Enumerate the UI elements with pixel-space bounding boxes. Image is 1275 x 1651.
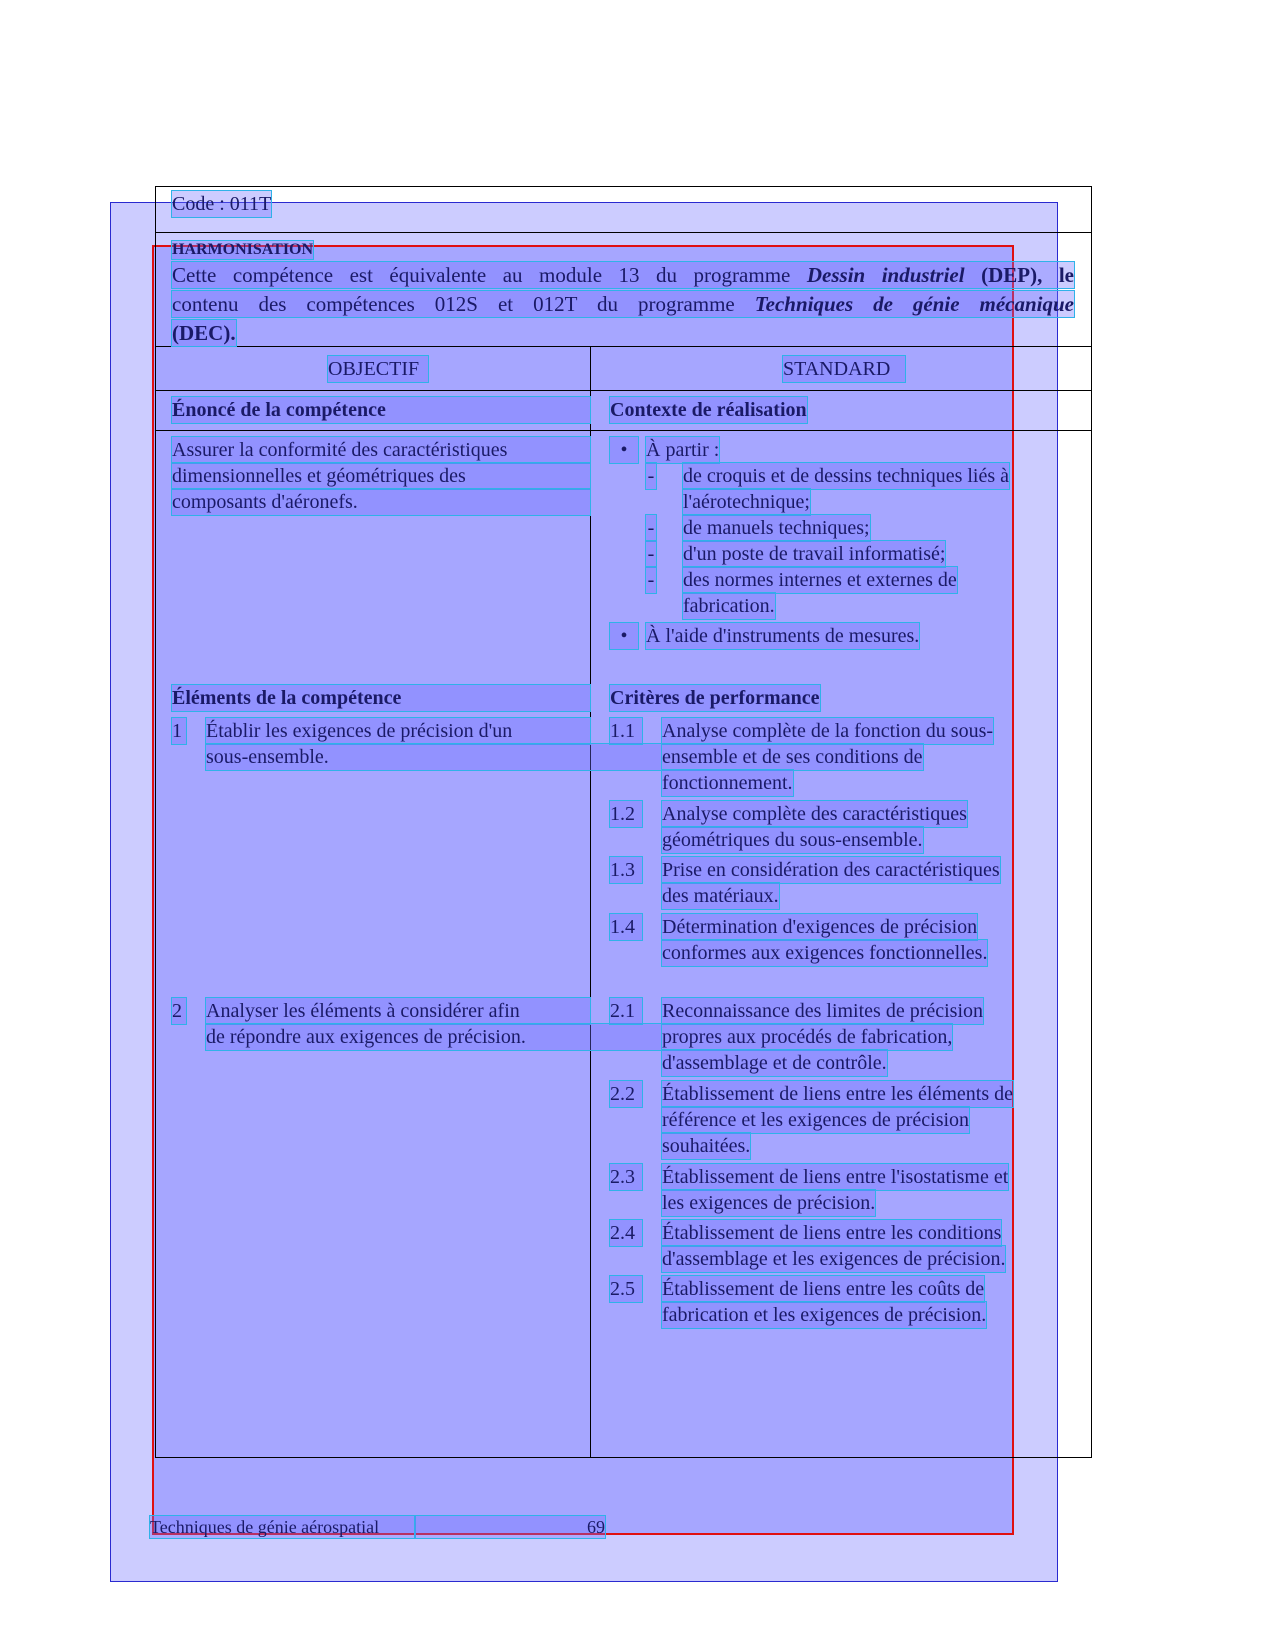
criteres-title: Critères de performance [610,687,820,709]
critere-line: Établissement de liens entre les conditions [662,1222,1002,1244]
critere-line: référence et les exigences de précision [662,1109,970,1131]
critere-number: 2.5 [610,1276,642,1302]
critere-line: conformes aux exigences fonctionnelles. [662,942,988,964]
harmonisation-title: HARMONISATION [172,241,314,258]
element-number: 2 [172,998,186,1024]
critere-line: souhaitées. [662,1135,751,1157]
critere-number: 2.2 [610,1081,642,1107]
contexte-bullet-2: À l'aide d'instruments de mesures. [646,625,920,647]
enonce-title: Énoncé de la compétence [172,397,590,423]
bullet-icon: • [610,623,638,649]
bullet-icon: • [610,437,638,463]
critere-line: des matériaux. [662,885,779,907]
critere-line: Établissement de liens entre les éléments de [662,1083,1013,1105]
harmonisation-line-1: Cette compétence est équivalente au module 13 du programme Dessin industriel (DEP), le [172,263,1074,287]
critere-number: 1.1 [610,718,642,744]
harmonisation-line-3: (DEC). [172,321,236,345]
enonce-line: composants d'aéronefs. [172,489,590,515]
critere-line: géométriques du sous-ensemble. [662,829,923,851]
element-line: de répondre aux exigences de précision. [206,1024,661,1050]
critere-line: d'assemblage et les exigences de précision. [662,1248,1006,1270]
critere-line: propres aux procédés de fabrication, [662,1026,953,1048]
column-divider [590,346,591,1458]
contexte-sub-item: de croquis et de dessins techniques liés à [683,465,1010,487]
critere-line: d'assemblage et de contrôle. [662,1052,887,1074]
contexte-title: Contexte de réalisation [610,399,807,421]
critere-line: Analyse complète des caractéristiques [662,803,967,825]
element-number: 1 [172,718,186,744]
rule-section-titles [155,430,1092,431]
rule-code [155,232,1092,233]
enonce-line: Assurer la conformité des caractéristiques [172,437,590,463]
critere-number: 1.3 [610,857,642,883]
critere-number: 2.1 [610,998,642,1024]
critere-line: Analyse complète de la fonction du sous- [662,720,994,742]
dash-icon: - [647,569,655,591]
critere-line: fonctionnement. [662,772,793,794]
rule-harmonisation [155,346,1092,347]
program-genie-mecanique: Techniques de génie mécanique [754,292,1075,316]
footer-program: Techniques de génie aérospatial [150,1516,415,1538]
enonce-line: dimensionnelles et géométriques des [172,463,590,489]
dash-icon: - [647,543,655,565]
contexte-sub-item: de manuels techniques; [683,517,870,539]
contexte-bullet-1: À partir : [646,439,720,461]
element-line: Établir les exigences de précision d'un [206,718,590,744]
contexte-sub-item: des normes internes et externes de [683,569,957,591]
critere-number: 2.4 [610,1220,642,1246]
critere-line: Détermination d'exigences de précision [662,916,978,938]
contexte-sub-item: fabrication. [683,595,775,617]
critere-number: 2.3 [610,1164,642,1190]
critere-line: les exigences de précision. [662,1192,876,1214]
element-line: sous-ensemble. [206,744,661,770]
critere-line: Établissement de liens entre l'isostatisme et [662,1166,1009,1188]
rule-headers [155,390,1092,391]
critere-line: Établissement de liens entre les coûts de [662,1278,985,1300]
footer-page-number: 69 [415,1516,605,1538]
harmonisation-line-2: contenu des compétences 012S et 012T du programme Techniques de génie mécanique [172,292,1075,316]
critere-line: fabrication et les exigences de précision. [662,1304,987,1326]
dash-icon: - [647,465,655,487]
contexte-sub-item: l'aérotechnique; [683,491,810,513]
code-label: Code : 011T [172,193,272,215]
critere-line: Prise en considération des caractéristiques [662,859,1000,881]
elements-title: Éléments de la compétence [172,685,590,711]
header-standard: STANDARD [783,356,905,382]
critere-line: ensemble et de ses conditions de [662,746,923,768]
element-line: Analyser les éléments à considérer afin [206,998,590,1024]
critere-number: 1.4 [610,914,642,940]
critere-line: Reconnaissance des limites de précision [662,1000,984,1022]
dash-icon: - [647,517,655,539]
program-dessin-industriel: Dessin industriel [806,263,965,287]
contexte-sub-item: d'un poste de travail informatisé; [683,543,946,565]
critere-number: 1.2 [610,801,642,827]
header-objectif: OBJECTIF [328,356,428,382]
